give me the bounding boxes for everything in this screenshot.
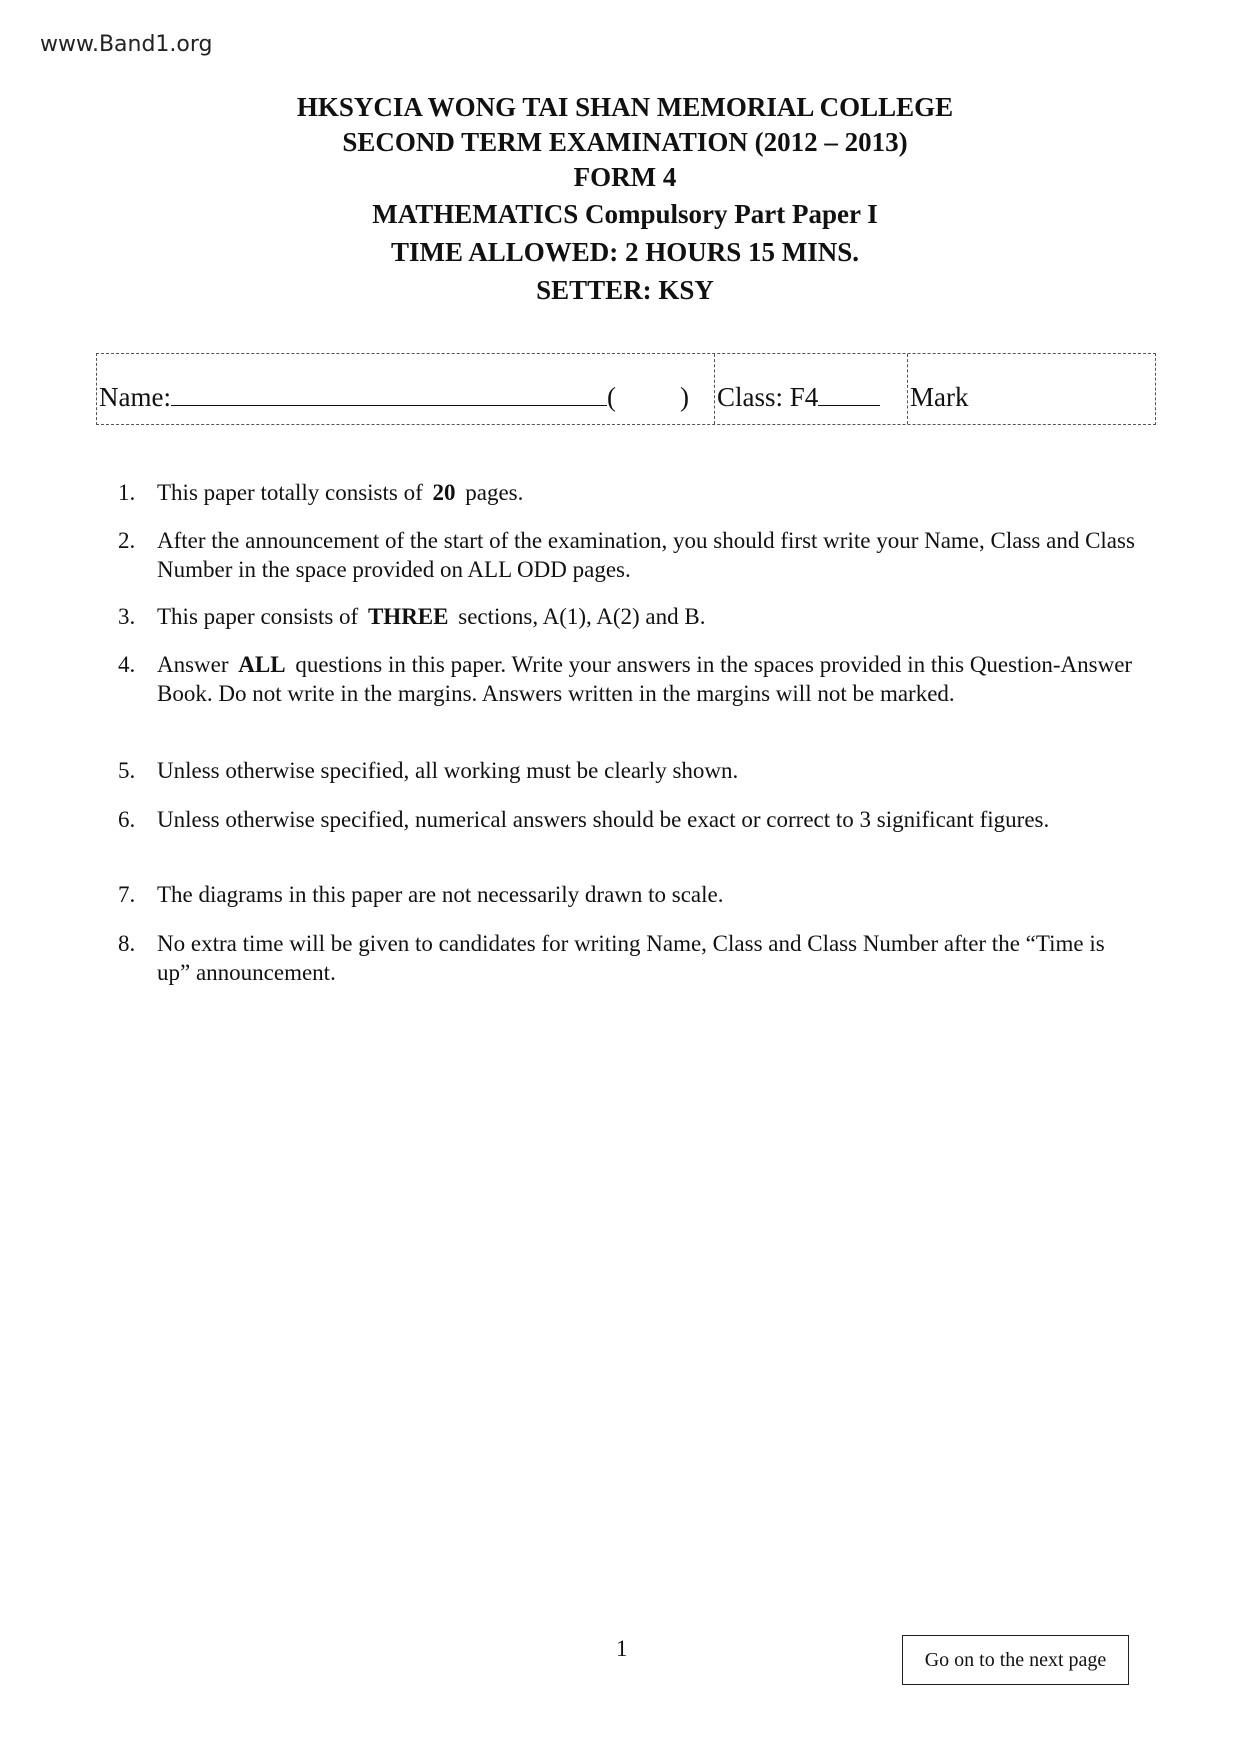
watermark: www.Band1.org — [40, 32, 213, 57]
instruction-text-part: After the announcement of the start of the examination, you should first write your Name, Class and Class Number in the space provided on ALL ODD pages. — [157, 528, 1135, 582]
instruction-number: 2. — [118, 528, 136, 553]
instruction-text — [157, 880, 1138, 909]
time-allowed: TIME ALLOWED: 2 HOURS 15 MINS. — [390, 237, 860, 267]
instruction-text — [157, 805, 1138, 834]
instruction-number: 7. — [118, 882, 136, 907]
divider — [907, 354, 908, 424]
name-blank[interactable] — [171, 383, 607, 406]
instruction-number: 8. — [118, 931, 136, 956]
class-label: Class: F4 — [717, 382, 819, 412]
instruction-text — [157, 650, 1138, 708]
instruction-text-part: sections, A(1), A(2) and B. — [452, 604, 706, 629]
instruction-text-part: No extra time will be given to candidates for writing Name, Class and Class Number after the “Time is up” announcement. — [157, 931, 1105, 985]
exam-name: SECOND TERM EXAMINATION (2012 – 2013) — [342, 127, 908, 157]
instruction-item — [118, 756, 1138, 785]
class-blank[interactable] — [818, 383, 880, 406]
instruction-number: 3. — [118, 604, 136, 629]
instruction-number: 1. — [118, 480, 136, 505]
instruction-item — [118, 805, 1138, 834]
emphasis-text: THREE — [367, 604, 449, 629]
instruction-text-part: Answer — [157, 652, 235, 677]
paren-open: ( — [606, 382, 616, 412]
instruction-text-part: pages. — [459, 480, 524, 505]
emphasis-text: ALL — [238, 652, 286, 677]
instruction-number: 5. — [118, 758, 136, 783]
mark-label: Mark — [910, 382, 969, 412]
emphasis-text: 20 — [432, 480, 456, 505]
instruction-text — [157, 478, 1138, 507]
instruction-item — [118, 602, 1138, 631]
instruction-text-part: Unless otherwise specified, all working must be clearly shown. — [157, 758, 739, 783]
next-page-box: Go on to the next page — [902, 1635, 1129, 1685]
instruction-item — [118, 526, 1138, 584]
paren-close: ) — [679, 382, 689, 412]
name-field[interactable] — [99, 382, 689, 413]
form-level: FORM 4 — [573, 162, 677, 192]
school-name: HKSYCIA WONG TAI SHAN MEMORIAL COLLEGE — [296, 92, 954, 122]
instruction-item — [118, 478, 1138, 507]
instruction-text-part: This paper totally consists of — [157, 480, 429, 505]
instruction-number: 6. — [118, 807, 136, 832]
instruction-text — [157, 756, 1138, 785]
class-field[interactable] — [717, 382, 880, 413]
instruction-text-part: questions in this paper. Write your answers in the spaces provided in this Question-Answer Book. Do not write in the margins. Answers written in the margins will not be marked. — [157, 652, 1133, 706]
instruction-text-part: This paper consists of — [157, 604, 364, 629]
instruction-number: 4. — [118, 652, 136, 677]
instruction-item — [118, 880, 1138, 909]
divider — [714, 354, 715, 424]
instruction-item — [118, 650, 1138, 708]
instruction-text-part: Unless otherwise specified, numerical answers should be exact or correct to 3 significant figures. — [157, 807, 1050, 832]
instruction-text — [157, 602, 1138, 631]
instruction-text-part: The diagrams in this paper are not necessarily drawn to scale. — [157, 882, 724, 907]
subject: MATHEMATICS Compulsory Part Paper I — [372, 199, 878, 229]
page-number: 1 — [616, 1636, 628, 1661]
student-info-box — [96, 353, 1156, 425]
instruction-text — [157, 929, 1138, 987]
setter: SETTER: KSY — [536, 275, 714, 305]
instruction-item — [118, 929, 1138, 987]
instruction-text — [157, 526, 1138, 584]
name-label: Name: — [99, 382, 171, 412]
